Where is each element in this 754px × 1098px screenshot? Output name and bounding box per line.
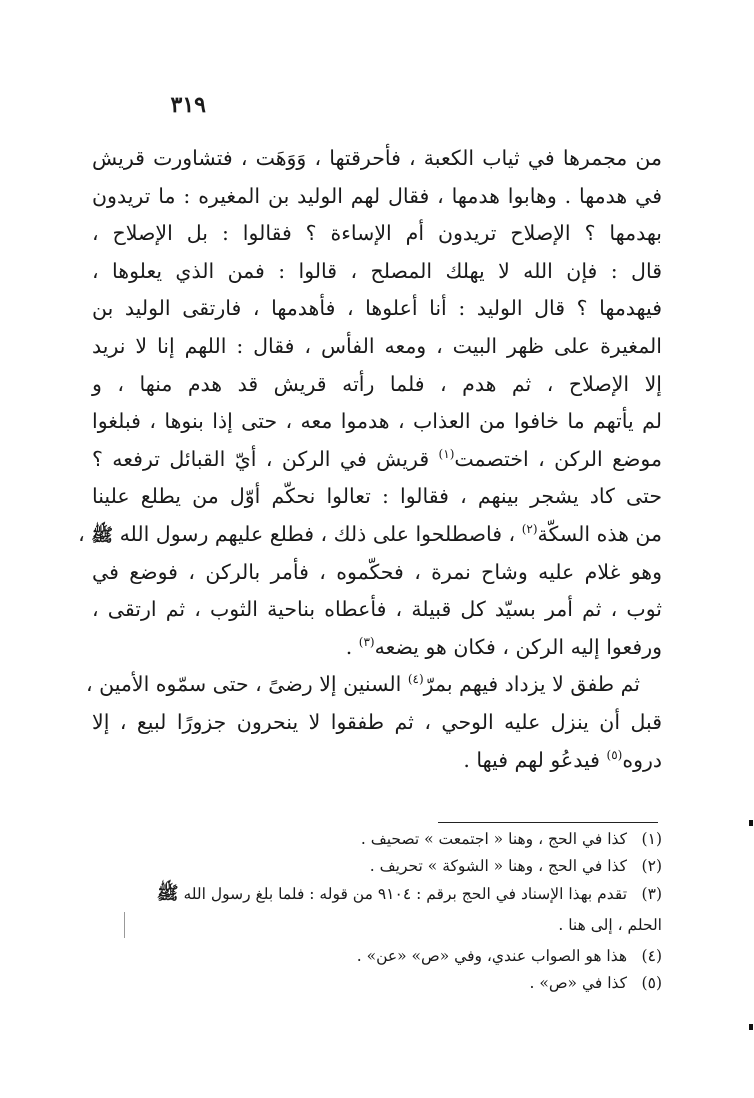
- text-line: [92, 742, 662, 780]
- footnote-2: [92, 853, 662, 880]
- pbuh-ligature: ﷺ: [91, 524, 114, 546]
- text-segment: من هذه السكّة: [537, 521, 662, 546]
- text-line: قال : فإن الله لا يهلك المصلح ، قالوا : فمن الذي يعلوها ،: [92, 258, 662, 283]
- footnotes: [92, 826, 662, 997]
- pbuh-ligature: ﷺ: [156, 883, 179, 904]
- footnote-text: هذا هو الصواب عندي، وفي «ص» «عن» .: [356, 947, 628, 965]
- footnote-ref-3: (٣): [358, 634, 375, 649]
- text-line: [92, 441, 662, 479]
- text-line: فيهدمها ؟ قال الوليد : أنا أعلوها ، فأهدمها ، فارتقى الوليد بن: [92, 296, 662, 321]
- text-line: من مجمرها في ثياب الكعبة ، فأحرقتها ، وَوَهَت ، فتشاورت قريش: [92, 146, 662, 170]
- footnote-number: (٥): [641, 974, 662, 992]
- footnote-number: (٢): [641, 857, 662, 875]
- text-line: ورفعوا إليه الركن ، فكان هو يضعه$^{(٣)}$ .: [345, 634, 662, 659]
- text-segment: دروه: [622, 747, 662, 772]
- text-line: بهدمها ؟ الإصلاح تريدون أم الإساءة ؟ فقالوا : بل الإصلاح ،: [92, 221, 662, 246]
- footnote-ref-5: (٥): [606, 747, 623, 762]
- text-line: ثوب ، ثم أمر بسيّد كل قبيلة ، فأعطاه بناحية الثوب ، ثم ارتقى ،: [92, 597, 662, 622]
- footnote-5: [92, 970, 662, 997]
- text-line: في هدمها . وهابوا هدمها ، فقال لهم الوليد بن المغيره : ما تريدون: [92, 183, 662, 208]
- text-segment: موضع الركن ، اختصمت: [454, 446, 662, 471]
- text-line: حتى كاد يشجر بينهم ، فقالوا : تعالوا نحكّم أوّل من يطلع علينا: [92, 484, 662, 509]
- footnote-text: كذا في الحج ، وهنا « الشوكة » تحريف .: [369, 857, 628, 875]
- text-segment: قريش في الركن ، أيّ القبائل ترفعه ؟: [92, 446, 430, 471]
- text-segment: ورفعوا إليه الركن ، فكان هو يضعه: [374, 634, 662, 659]
- footnote-1: [92, 826, 662, 853]
- footnote-ref-4: (٤): [407, 672, 424, 687]
- text-line: من هذه السكّة$^{(٢)}$ ، فاصطلحوا على ذلك ، فطلع عليهم رسول الله ﷺ ،: [78, 521, 662, 546]
- text-line: [86, 666, 662, 704]
- footnote-3: [92, 880, 662, 908]
- text-line: قبل أن ينزل عليه الوحي ، ثم طفقوا لا ينحرون جزورًا لبيع ، إلا: [92, 709, 662, 734]
- scan-mark: [124, 912, 125, 938]
- footnote-number: (٣): [641, 885, 662, 903]
- footnote-number: (٤): [641, 947, 662, 965]
- text-segment: فيدعُو لهم فيها .: [463, 747, 600, 772]
- footnote-3-continuation: الحلم ، إلى هنا .: [558, 916, 662, 934]
- text-line: وهو غلام عليه وشاح نمرة ، فحكّموه ، فأمر بالركن ، فوضع في: [92, 559, 662, 584]
- scan-mark: [749, 1024, 753, 1030]
- footnote-text: كذا في الحج ، وهنا « اجتمعت » تصحيف .: [360, 830, 628, 848]
- main-text: [78, 140, 662, 779]
- text-segment: ثم طفق لا يزداد فيهم بمرّ: [423, 672, 640, 697]
- text-line: إلا الإصلاح ، ثم هدم ، فلما رأته قريش قد هدم منها ، و: [92, 371, 662, 396]
- footnote-4: [92, 943, 662, 970]
- footnote-separator: [438, 822, 658, 823]
- footnote-text: كذا في «ص» .: [529, 974, 628, 992]
- footnote-ref-1: (١): [438, 446, 455, 461]
- text-line: المغيرة على ظهر البيت ، ومعه الفأس ، فقال : اللهم إنا لا نريد: [92, 333, 662, 358]
- text-line: لم يأتهم ما خافوا من العذاب ، هدموا معه ، حتى إذا بنوها ، فبلغوا: [92, 409, 662, 434]
- footnote-number: (١): [641, 830, 662, 848]
- page-number: ٣١٩: [170, 92, 206, 118]
- text-segment: ، فاصطلحوا على ذلك ، فطلع عليهم رسول الله: [119, 521, 516, 546]
- footnote-ref-2: (٢): [521, 522, 538, 537]
- text-segment: السنين إلا رضىً ، حتى سمّوه الأمين ،: [86, 672, 402, 697]
- footnote-text: تقدم بهذا الإسناد في الحج برقم : ٩١٠٤ من قوله : فلما بلغ رسول الله: [183, 885, 628, 903]
- scan-mark: [749, 820, 753, 826]
